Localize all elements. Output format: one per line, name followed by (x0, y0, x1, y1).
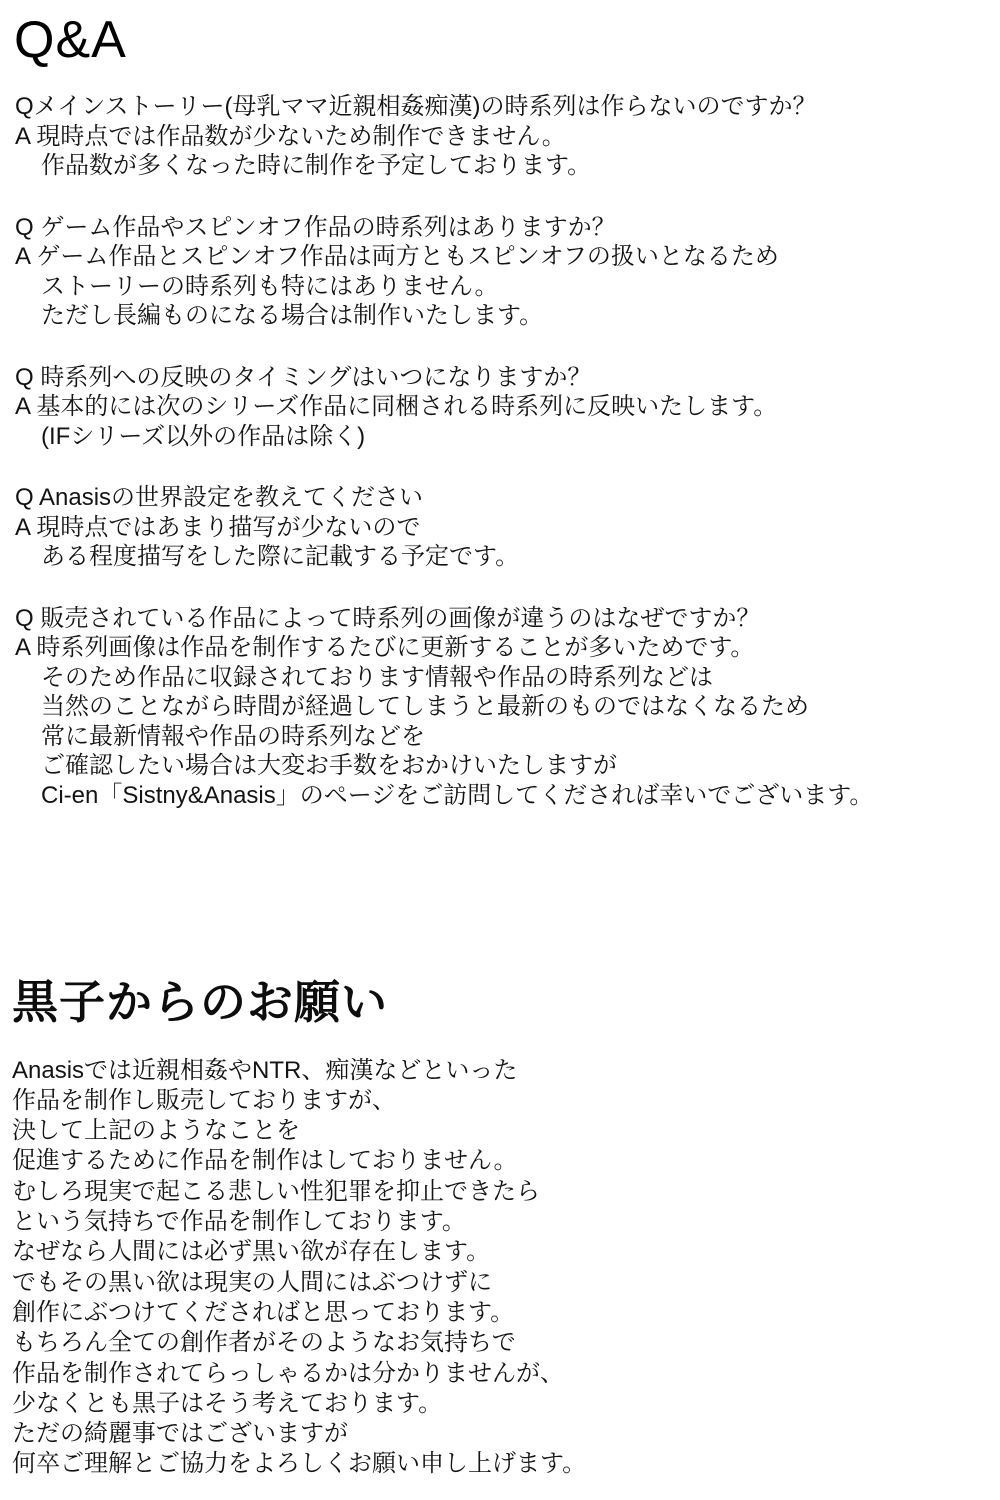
notice-body (0, 1056, 1000, 1480)
qa-answer: A 現時点では作品数が少ないため制作できません。 (15, 122, 566, 150)
qa-answer: A ゲーム作品とスピンオフ作品は両方ともスピンオフの扱いとなるため (15, 243, 779, 270)
qa-answer-continuation: 常に最新情報や作品の時系列などを (41, 722, 425, 750)
qa-block-timeline-timing (0, 363, 1000, 452)
notice-section (0, 977, 1000, 1480)
qa-answer-continuation: ストーリーの時系列も特にはありません。 (41, 272, 499, 300)
notice-line: 決して上記のようなことを (12, 1117, 300, 1145)
qa-answer-continuation: 当然のことながら時間が経過してしまうと最新のものではなくなるため (41, 693, 809, 720)
notice-line: でもその黒い欲は現実の人間にはぶつけずに (12, 1268, 492, 1296)
qa-answer-continuation: 作品数が多くなった時に制作を予定しております。 (41, 152, 592, 179)
qa-question: Q ゲーム作品やスピンオフ作品の時系列はありますか？ (15, 213, 616, 241)
qa-answer-continuation: そのため作品に収録されております情報や作品の時系列などは (41, 663, 713, 691)
qa-answer-continuation: ただし長編ものになる場合は制作いたします。 (41, 302, 544, 329)
qa-block-main-story (0, 92, 1000, 181)
qa-question: Q Anasisの世界設定を教えてください (15, 484, 424, 511)
qa-answer-continuation: ご確認したい場合は大変お手数をおかけいたしますが (41, 752, 617, 779)
qa-answer: A 時系列画像は作品を制作するたびに更新することが多いためです。 (15, 634, 755, 661)
notice-line: ただの綺麗事ではございますが (12, 1420, 348, 1448)
notice-line: もちろん全ての創作者がそのようなお気持ちで (12, 1329, 516, 1357)
notice-heading: 黒子からのお願い (12, 976, 388, 1028)
qa-block-game-spinoff (0, 213, 1000, 331)
qa-section (0, 92, 1000, 810)
notice-line: 少なくとも黒子はそう考えております。 (12, 1389, 443, 1417)
notice-line: 作品を制作されてらっしゃるかは分かりませんが、 (12, 1359, 564, 1387)
qa-title: Q&A (14, 11, 127, 69)
qa-answer: A 現時点ではあまり描写が少ないので (15, 513, 421, 541)
qa-answer-continuation: ある程度描写をした際に記載する予定です。 (41, 543, 520, 570)
notice-line: Anasisでは近親相姦やNTR、痴漢などといった (12, 1056, 518, 1084)
notice-line: なぜなら人間には必ず黒い欲が存在します。 (12, 1238, 491, 1266)
notice-line: 何卒ご理解とご協力をよろしくお願い申し上げます。 (12, 1450, 587, 1478)
qa-block-timeline-image (0, 604, 1000, 811)
qa-answer: A 基本的には次のシリーズ作品に同梱される時系列に反映いたします。 (15, 393, 778, 420)
qa-question: Qメインストーリー(母乳ママ近親相姦痴漢)の時系列は作らないのですか？ (15, 93, 817, 120)
qa-block-world-setting (0, 483, 1000, 572)
notice-line: 創作にぶつけてくださればと思っております。 (12, 1298, 515, 1326)
qa-answer-continuation: (IFシリーズ以外の作品は除く) (41, 422, 366, 450)
qa-answer-continuation: Ci-en「Sistny&Anasis」のページをご訪問してくだされば幸いでございます。 (41, 781, 874, 809)
qa-question: Q 時系列への反映のタイミングはいつになりますか？ (15, 363, 592, 391)
notice-line: という気持ちで作品を制作しております。 (12, 1208, 466, 1236)
qa-question: Q 販売されている作品によって時系列の画像が違うのはなぜですか？ (15, 604, 761, 632)
notice-line: むしろ現実で起こる悲しい性犯罪を抑止できたら (12, 1177, 540, 1205)
notice-line: 作品を制作し販売しておりますが、 (12, 1086, 396, 1114)
notice-line: 促進するために作品を制作はしておりません。 (12, 1147, 518, 1175)
